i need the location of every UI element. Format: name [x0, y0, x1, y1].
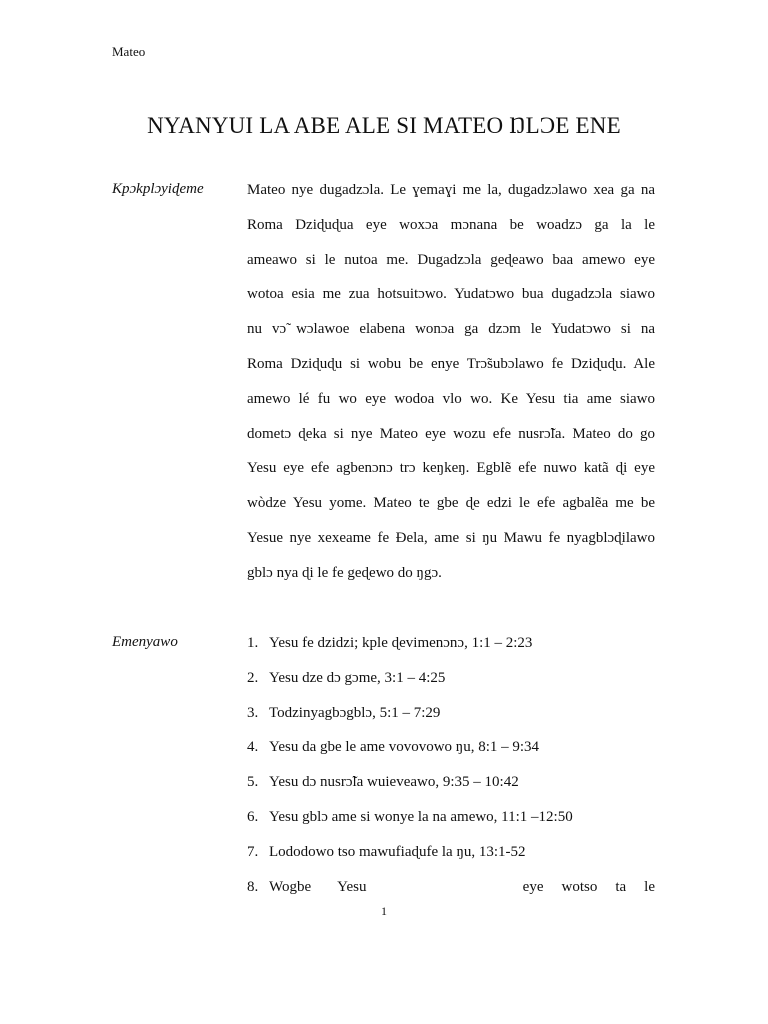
page-title: NYANYUI LA ABE ALE SI MATEO ŊLƆE ENE	[147, 113, 621, 138]
paragraph-line: nu vɔ̃ wɔlawoe elabena wonɔa ga dzɔm le Yudatɔwo si na	[247, 321, 655, 338]
intro-paragraph	[247, 181, 655, 599]
item-text: Yesu fe dzidzi; kple ɖevimenɔnɔ, 1:1 – 2:23	[269, 635, 533, 651]
item-word: Wogbe	[269, 878, 312, 895]
item-text: Yesu gblɔ ame si wonye la na amewo, 11:1 –12:50	[269, 808, 573, 825]
item-word: ta	[615, 878, 627, 895]
list-item	[247, 808, 655, 843]
paragraph-line: Mateo nye dugadzɔla. Le ɣemaɣi me la, dugadzɔlawo xea ga na	[247, 182, 655, 198]
paragraph-line: amewo lé fu wo eye wodoa vlo wo. Ke Yesu tia ame siawo	[247, 390, 655, 407]
contents-label: Emenyawo	[112, 634, 178, 650]
item-text: Yesu dɔ nusrɔ̃la wuieveawo, 9:35 – 10:42	[269, 774, 519, 791]
item-number: 4.	[247, 739, 259, 756]
list-item	[247, 773, 655, 808]
item-number: 6.	[247, 808, 259, 825]
item-text: Todzinyagbɔgblɔ, 5:1 – 7:29	[269, 704, 441, 721]
paragraph-line: gblɔ nya ɖi le fe geɖewo do ŋgɔ.	[247, 564, 442, 581]
item-number: 8.	[247, 878, 259, 895]
item-word: eye	[522, 878, 544, 895]
running-header: Mateo	[112, 44, 146, 59]
paragraph-line: Roma Dziɖuɖu si wobu be enye Trɔ̃subɔlawo fe Dziɖuɖu. Ale	[247, 355, 655, 372]
list-item	[247, 669, 655, 704]
item-text: Lododowo tso mawufiaɖufe la ŋu, 13:1-52	[269, 843, 526, 860]
item-number: 2.	[247, 669, 259, 686]
paragraph-line: wotoa esia me zua hotsuitɔwo. Yudatɔwo bua dugadzɔla siawo	[247, 286, 655, 303]
paragraph-line: dometɔ ɖeka si nye Mateo eye wozu efe nusrɔ̃la. Mateo do go	[247, 425, 655, 442]
paragraph-line: wòdze Yesu yome. Mateo te gbe ɖe edzi le efe agbalẽa me be	[247, 495, 655, 512]
paragraph-line: Roma Dziɖuɖua eye woxɔa mɔnana be woadzɔ ga la le	[247, 216, 655, 233]
item-word: Yesu	[337, 878, 367, 895]
list-item	[247, 843, 655, 878]
contents-list	[247, 634, 655, 912]
intro-label: Kpɔkplɔyiɖeme	[112, 181, 204, 197]
item-word: le	[644, 878, 655, 895]
item-number: 3.	[247, 704, 259, 721]
paragraph-line: Yesu eye efe agbenɔnɔ trɔ keŋkeŋ. Egblẽ efe nuwo katã ɖi eye	[247, 460, 655, 477]
list-item	[247, 704, 655, 739]
list-item	[247, 634, 655, 669]
item-number: 5.	[247, 774, 259, 791]
page-number: 1	[381, 904, 387, 918]
item-number: 1.	[247, 635, 259, 651]
item-number: 7.	[247, 843, 259, 860]
item-text: Yesu da gbe le ame vovovowo ŋu, 8:1 – 9:34	[269, 739, 540, 756]
paragraph-line: ameawo si le nutoa me. Dugadzɔla geɖeawo baa amewo eye	[247, 251, 655, 268]
item-text: Yesu dze dɔ gɔme, 3:1 – 4:25	[269, 669, 446, 686]
item-word: wotso	[561, 878, 598, 895]
paragraph-line: Yesue nye xexeame fe Ɖela, ame si ŋu Mawu fe nyagblɔɖilawo	[247, 529, 655, 546]
list-item	[247, 738, 655, 773]
